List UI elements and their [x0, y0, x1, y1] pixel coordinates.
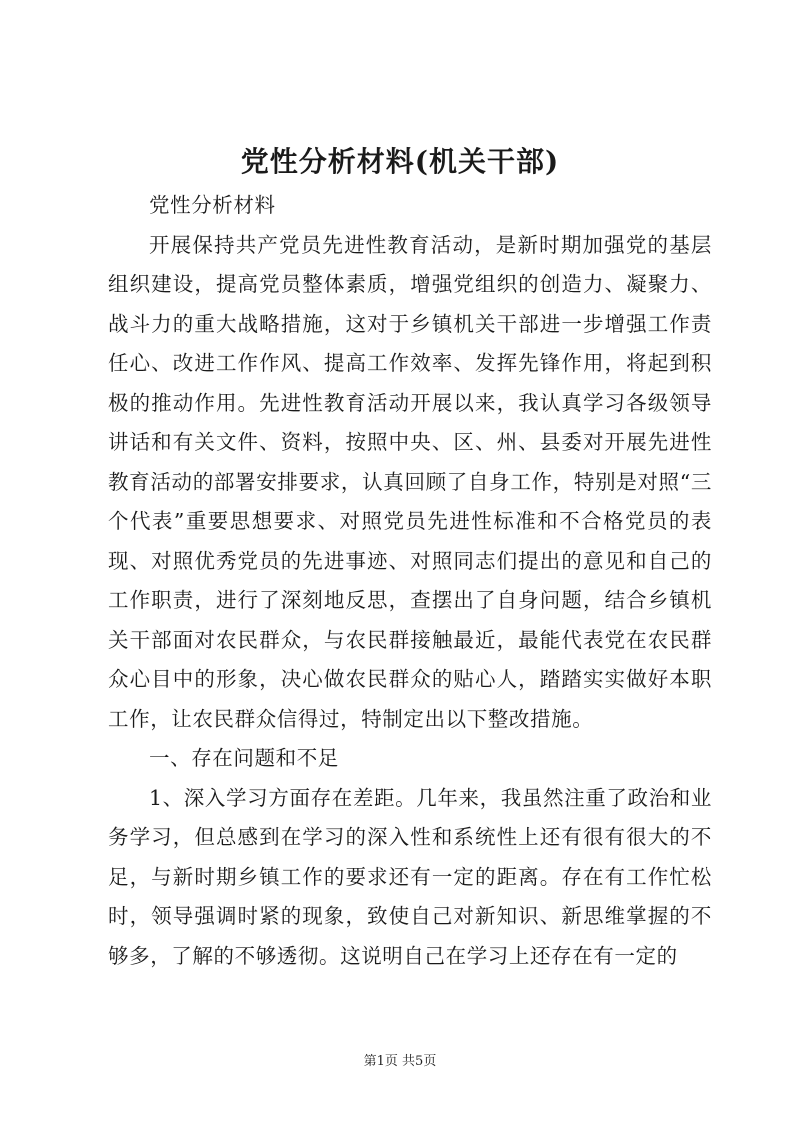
subtitle-paragraph: 党性分析材料 [149, 193, 276, 217]
document-body [108, 186, 712, 976]
document-title: 党性分析材料(机关干部) [240, 145, 560, 178]
issue-paragraph: 1、深入学习方面存在差距。几年来，我虽然注重了政治和业务学习，但总感到在学习的深入性和系统性上还有很有很大的不足，与新时期乡镇工作的要求还有一定的距离。存在有工作忙松时，领导强调时紧的现象，致使自己对新知识、新思维掌握的不够多，了解的不够透彻。这说明自己在学习上还存在有一定的 [108, 785, 712, 968]
page-number-footer: 第1页 共5页 [363, 1054, 437, 1069]
section-heading: 一、存在问题和不足 [149, 746, 339, 770]
intro-paragraph: 开展保持共产党员先进性教育活动，是新时期加强党的基层组织建设，提高党员整体素质，增强党组织的创造力、凝聚力、战斗力的重大战略措施，这对于乡镇机关干部进一步增强工作责任心、改进工作作风、提高工作效率、发挥先锋作用，将起到积极的推动作用。先进性教育活动开展以来，我认真学习各级领导讲话和有关文件、资料，按照中央、区、州、县委对开展先进性教育活动的部署安排要求，认真回顾了自身工作，特别是对照“三个代表”重要思想要求、对照党员先进性标准和不合格党员的表现、对照优秀党员的先进事迹、对照同志们提出的意见和自己的工作职责，进行了深刻地反思，查摆出了自身问题，结合乡镇机关干部面对农民群众，与农民群接触最近，最能代表党在农民群众心目中的形象，决心做农民群众的贴心人，踏踏实实做好本职工作，让农民群众信得过，特制定出以下整改措施。 [108, 232, 712, 731]
